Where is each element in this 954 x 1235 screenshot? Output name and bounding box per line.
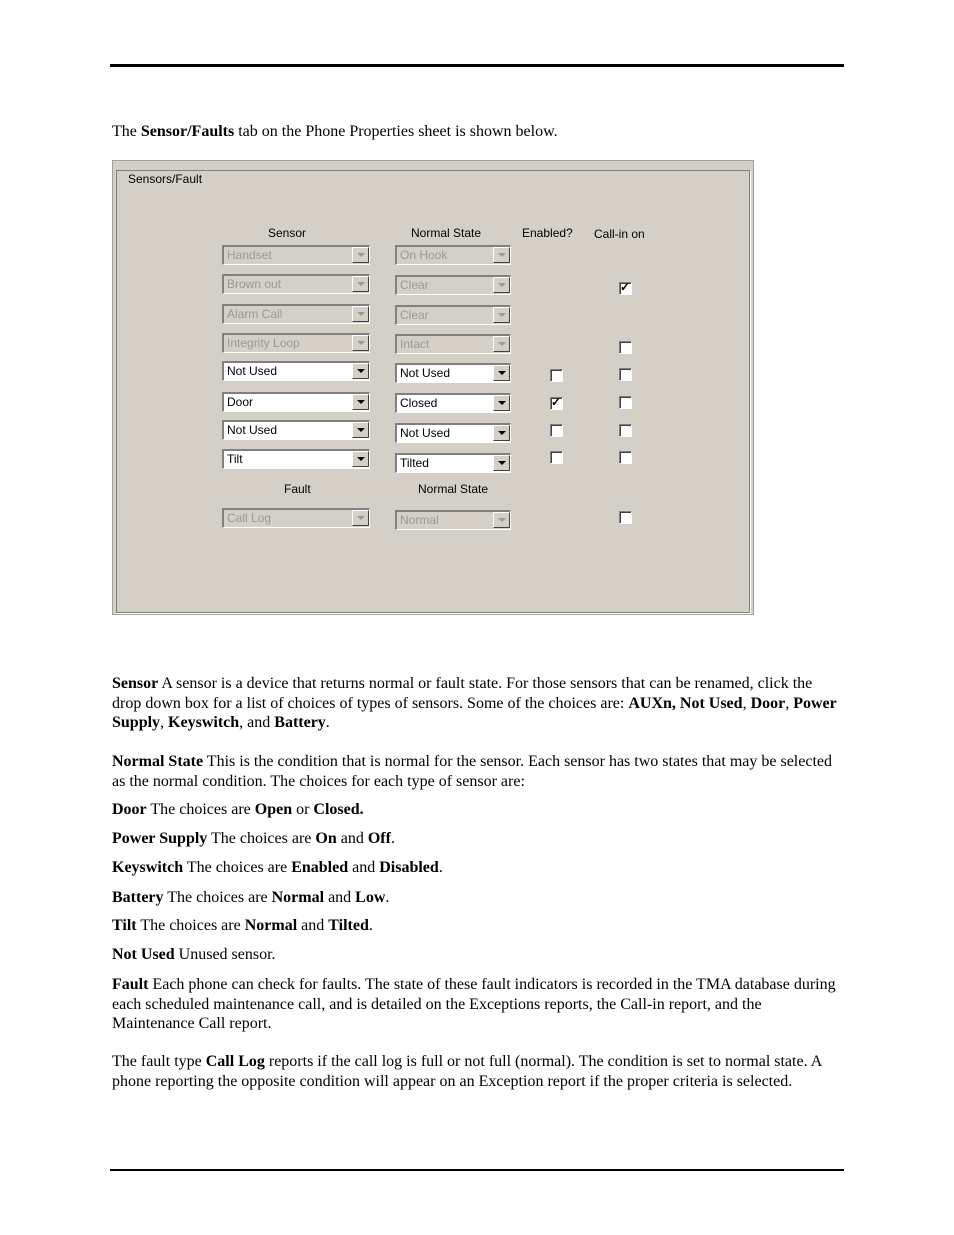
state-combo-aux1[interactable] xyxy=(395,363,511,383)
enabled-checkbox-door[interactable] xyxy=(550,397,563,410)
chevron-down-icon xyxy=(498,461,506,465)
callin-checkbox-call-log[interactable] xyxy=(619,511,632,524)
dropdown-button xyxy=(493,512,510,528)
chevron-down-icon xyxy=(498,401,506,405)
callin-checkbox-integrity-loop[interactable] xyxy=(619,341,632,354)
dropdown-button xyxy=(493,307,510,323)
choice-battery: Battery The choices are Normal and Low. xyxy=(112,889,390,906)
sensor-combo-brown-out xyxy=(222,274,370,294)
sensor-combo-value: Alarm Call xyxy=(227,307,283,321)
fault-paragraph: Fault Each phone can check for faults. The state of these fault indicators is recorded in the TMA database during each scheduled maintenance call, and is detailed on the Exceptions reports, the Call-in report, and the Maintenance Call report. xyxy=(112,976,836,1032)
state-combo-value: Clear xyxy=(400,308,429,322)
header-rule xyxy=(110,64,844,67)
dropdown-button[interactable] xyxy=(352,422,369,438)
sensor-combo-value: Tilt xyxy=(227,452,243,466)
chevron-down-icon xyxy=(498,283,506,287)
state-combo-aux3[interactable] xyxy=(395,423,511,443)
sensor-combo-value: Not Used xyxy=(227,423,278,437)
normal-state-header: Normal State xyxy=(411,226,482,240)
dropdown-button[interactable] xyxy=(352,394,369,410)
dropdown-button xyxy=(352,510,369,526)
state-combo-value: Not Used xyxy=(400,426,451,440)
dropdown-button xyxy=(493,247,510,263)
state-combo-value: Tilted xyxy=(400,456,429,470)
chevron-down-icon xyxy=(498,342,506,346)
fault-state-combo-value: Normal xyxy=(400,513,439,527)
sensor-combo-value: Integrity Loop xyxy=(227,336,300,350)
chevron-down-icon xyxy=(357,282,365,286)
choice-door: Door The choices are Open or Closed. xyxy=(112,801,364,818)
sensor-combo-aux1[interactable] xyxy=(222,361,370,381)
chevron-down-icon xyxy=(498,371,506,375)
dropdown-button[interactable] xyxy=(493,395,510,411)
dropdown-button xyxy=(352,276,369,292)
sensor-combo-value: Not Used xyxy=(227,364,278,378)
enabled-header: Enabled? xyxy=(522,226,573,240)
chevron-down-icon xyxy=(357,312,365,316)
sensor-combo-door[interactable] xyxy=(222,392,370,412)
state-combo-value: Not Used xyxy=(400,366,451,380)
chevron-down-icon xyxy=(498,431,506,435)
chevron-down-icon xyxy=(357,428,365,432)
group-title: Sensors/Fault xyxy=(128,172,203,186)
chevron-down-icon xyxy=(498,518,506,522)
sensor-combo-value: Door xyxy=(227,395,254,409)
sensor-combo-integrity-loop xyxy=(222,333,370,353)
state-combo-alarm-call xyxy=(395,305,511,325)
dropdown-button xyxy=(352,335,369,351)
dropdown-button[interactable] xyxy=(493,455,510,471)
dropdown-button[interactable] xyxy=(493,365,510,381)
sensor-combo-alarm-call xyxy=(222,304,370,324)
state-combo-tilt[interactable] xyxy=(395,453,511,473)
not-used-paragraph: Not Used Unused sensor. xyxy=(112,946,276,963)
chevron-down-icon xyxy=(357,400,365,404)
check-mark-icon: ✓ xyxy=(620,280,631,294)
enabled-checkbox-aux1[interactable] xyxy=(550,369,563,382)
chevron-down-icon xyxy=(357,369,365,373)
callin-checkbox-aux3[interactable] xyxy=(619,424,632,437)
check-mark-icon: ✓ xyxy=(551,395,562,409)
fault-combo-call-log xyxy=(222,508,370,528)
dropdown-button[interactable] xyxy=(493,425,510,441)
callin-header: Call-in on xyxy=(594,227,645,241)
state-combo-brown-out xyxy=(395,275,511,295)
chevron-down-icon xyxy=(498,253,506,257)
choice-keyswitch: Keyswitch The choices are Enabled and Disabled. xyxy=(112,859,443,876)
dropdown-button[interactable] xyxy=(352,363,369,379)
dropdown-button[interactable] xyxy=(352,451,369,467)
footer-rule xyxy=(110,1169,844,1171)
sensor-combo-tilt[interactable] xyxy=(222,449,370,469)
sensor-combo-handset xyxy=(222,245,370,265)
intro-paragraph: The Sensor/Faults tab on the Phone Properties sheet is shown below. xyxy=(112,123,558,140)
sensor-paragraph: Sensor A sensor is a device that returns normal or fault state. For those sensors that can be renamed, click the drop down box for a list of choices of types of sensors. Some of the choices are: AUXn, Not Used, Door, Power Supply, Keyswitch, and Battery. xyxy=(112,675,837,731)
call-log-paragraph: The fault type Call Log reports if the call log is full or not full (normal). The condition is set to normal state. A phone reporting the opposite condition will appear on an Exception report if the proper criteria is selected. xyxy=(112,1053,822,1090)
chevron-down-icon xyxy=(357,516,365,520)
sensor-combo-aux3[interactable] xyxy=(222,420,370,440)
fault-header: Fault xyxy=(284,482,311,496)
chevron-down-icon xyxy=(357,457,365,461)
choice-tilt: Tilt The choices are Normal and Tilted. xyxy=(112,917,373,934)
chevron-down-icon xyxy=(498,313,506,317)
callin-checkbox-door[interactable] xyxy=(619,396,632,409)
chevron-down-icon xyxy=(357,253,365,257)
state-combo-door[interactable] xyxy=(395,393,511,413)
state-combo-integrity-loop xyxy=(395,334,511,354)
sensors-fault-dialog xyxy=(112,160,754,615)
fault-combo-value: Call Log xyxy=(227,511,272,525)
callin-checkbox-tilt[interactable] xyxy=(619,451,632,464)
fault-state-combo-call-log xyxy=(395,510,511,530)
enabled-checkbox-aux3[interactable] xyxy=(550,424,563,437)
fault-normal-state-header: Normal State xyxy=(418,482,489,496)
sensor-combo-value: Handset xyxy=(227,248,272,262)
chevron-down-icon xyxy=(357,341,365,345)
state-combo-value: Intact xyxy=(400,337,430,351)
enabled-checkbox-tilt[interactable] xyxy=(550,451,563,464)
dropdown-button xyxy=(352,306,369,322)
state-combo-value: On Hook xyxy=(400,248,448,262)
dropdown-button xyxy=(493,277,510,293)
callin-checkbox-brown-out[interactable] xyxy=(619,282,632,295)
state-combo-value: Closed xyxy=(400,396,438,410)
state-combo-handset xyxy=(395,245,511,265)
state-combo-value: Clear xyxy=(400,278,429,292)
normal-state-paragraph: Normal State This is the condition that is normal for the sensor. Each sensor has two states that may be selected as the normal condition. The choices for each type of sensor are: xyxy=(112,753,832,790)
dropdown-button xyxy=(493,336,510,352)
choice-power-supply: Power Supply The choices are On and Off. xyxy=(112,830,395,847)
sensor-combo-value: Brown out xyxy=(227,277,282,291)
dropdown-button xyxy=(352,247,369,263)
sensor-header: Sensor xyxy=(268,226,307,240)
callin-checkbox-aux1[interactable] xyxy=(619,368,632,381)
